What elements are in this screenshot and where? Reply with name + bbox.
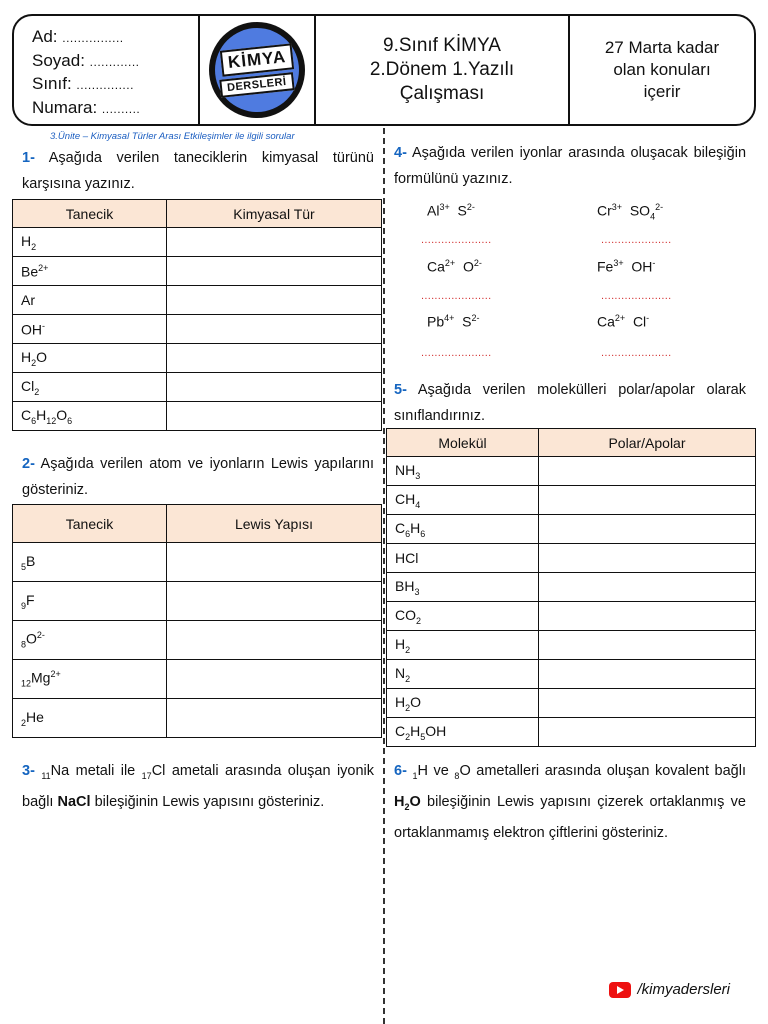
table-row: $_2$He [13, 699, 167, 738]
unit-note: 3.Ünite – Kimyasal Türler Arası Etkileşimler ile ilgili sorular [50, 131, 295, 142]
answer-line[interactable]: ..................... [421, 234, 492, 246]
logo [200, 16, 314, 124]
question-4: 4- Aşağıda verilen iyonlar arasında oluşacak bileşiğin formülünü yazınız. [394, 145, 747, 187]
surname-field[interactable]: Soyad: ............. [32, 50, 140, 70]
table-row: HCl [387, 544, 539, 573]
scope-note: 27 Marta kadar olan konuları içerir [604, 38, 720, 101]
ion-pair: $Fe^{3+}$ OH- [597, 258, 656, 275]
footer-channel[interactable] [609, 981, 730, 998]
question-2: 2- Aşağıda verilen atom ve iyonların Lewis yapılarını gösteriniz. [22, 456, 374, 498]
q1-table: Tanecik Kimyasal Tür $H_2$ $Be^{2+}$ Ar OH- $H_2O$ $Cl_2$ $C_6H_{12}O_6$ [12, 199, 382, 431]
answer-cell[interactable] [167, 228, 382, 257]
question-5: 5- Aşağıda verilen molekülleri polar/apolar olarak sınıflandırınız. [394, 382, 746, 424]
table-row: $H_2O$ [13, 344, 167, 373]
table-row: $H_2$ [13, 228, 167, 257]
logo-text-bottom: DERSLERİ [219, 72, 294, 98]
number-field[interactable]: Numara: .......... [32, 97, 141, 117]
answer-cell[interactable] [539, 660, 756, 689]
answer-line[interactable]: ..................... [421, 347, 492, 359]
table-row: $_{12}Mg^{2+}$ [13, 660, 167, 699]
worksheet-title: 9.Sınıf KİMYA 2.Dönem 1.Yazılı Çalışması [314, 16, 570, 124]
table-row: $C_2H_5OH$ [387, 718, 539, 747]
answer-line[interactable]: ..................... [601, 290, 672, 302]
answer-cell[interactable] [167, 582, 382, 621]
table-row: OH- [13, 315, 167, 344]
logo-text-top: KİMYA [220, 43, 295, 76]
logo-badge [209, 22, 305, 118]
answer-cell[interactable] [539, 573, 756, 602]
table-row: $H_2O$ [387, 689, 539, 718]
worksheet-header [12, 14, 756, 126]
answer-cell[interactable] [167, 315, 382, 344]
column-divider [383, 128, 385, 1024]
question-1: 1- Aşağıda verilen taneciklerin kimyasal türünü karşısına yazınız. [22, 150, 374, 192]
table-row: $N_2$ [387, 660, 539, 689]
ion-pair: $Cr^{3+}$ $SO_4^{2-}$ [597, 202, 664, 222]
question-3: 3- $_{11}$Na metali ile $_{17}$Cl ametali arasında oluşan iyonik bağlı NaCl bileşiğinin Lewis yapısını gösteriniz. [22, 763, 375, 810]
answer-cell[interactable] [167, 621, 382, 660]
answer-cell[interactable] [539, 544, 756, 573]
table-row: $CH_4$ [387, 486, 539, 515]
answer-cell[interactable] [167, 344, 382, 373]
table-row: $Be^{2+}$ [13, 257, 167, 286]
name-field[interactable]: Ad: ................ [32, 27, 124, 46]
table-row: $CO_2$ [387, 602, 539, 631]
youtube-icon [609, 982, 631, 998]
q2-table: Tanecik Lewis Yapısı $_5$B $_9$F $_8O^{2-}$ $_{12}Mg^{2+}$ $_2$He [12, 504, 382, 738]
answer-line[interactable]: ..................... [601, 234, 672, 246]
class-field[interactable]: Sınıf: ............... [32, 74, 134, 93]
answer-cell[interactable] [539, 602, 756, 631]
answer-cell[interactable] [539, 486, 756, 515]
answer-cell[interactable] [539, 689, 756, 718]
answer-cell[interactable] [539, 515, 756, 544]
table-row: Ar [13, 286, 167, 315]
answer-cell[interactable] [539, 631, 756, 660]
answer-cell[interactable] [167, 699, 382, 738]
ion-pair: $Al^{3+}$ $S^{2-}$ [427, 202, 475, 219]
answer-cell[interactable] [167, 286, 382, 315]
answer-line[interactable]: ..................... [421, 290, 492, 302]
channel-handle: /kimyadersleri [637, 981, 730, 998]
answer-cell[interactable] [167, 257, 382, 286]
answer-cell[interactable] [167, 402, 382, 431]
ion-pair: $Ca^{2+}$ Cl- [597, 313, 650, 330]
question-6: 6- $_1$H ve $_8$O ametalleri arasında oluşan kovalent bağlı $H_2O$ bileşiğinin Lewis yapısını çizerek ortaklanmış ve ortaklanmamış elektron çiftlerini gösteriniz. [394, 763, 746, 841]
answer-cell[interactable] [539, 718, 756, 747]
table-row: $BH_3$ [387, 573, 539, 602]
table-row: $H_2$ [387, 631, 539, 660]
table-row: $C_6H_{12}O_6$ [13, 402, 167, 431]
table-row: $C_6H_6$ [387, 515, 539, 544]
table-row: $_5$B [13, 543, 167, 582]
ion-pair: $Pb^{4+}$ $S^{2-}$ [427, 313, 480, 330]
table-row: $_8O^{2-}$ [13, 621, 167, 660]
answer-cell[interactable] [167, 660, 382, 699]
table-row: $NH_3$ [387, 457, 539, 486]
student-info [14, 16, 200, 124]
answer-cell[interactable] [167, 373, 382, 402]
answer-cell[interactable] [539, 457, 756, 486]
table-row: $Cl_2$ [13, 373, 167, 402]
answer-line[interactable]: ..................... [601, 347, 672, 359]
answer-cell[interactable] [167, 543, 382, 582]
ion-pair: $Ca^{2+}$ $O^{2-}$ [427, 258, 482, 275]
q5-table: Molekül Polar/Apolar $NH_3$ $CH_4$ $C_6H_6$ HCl $BH_3$ $CO_2$ $H_2$ $N_2$ $H_2O$ $C_2H_5OH$ [386, 428, 756, 747]
table-row: $_9$F [13, 582, 167, 621]
